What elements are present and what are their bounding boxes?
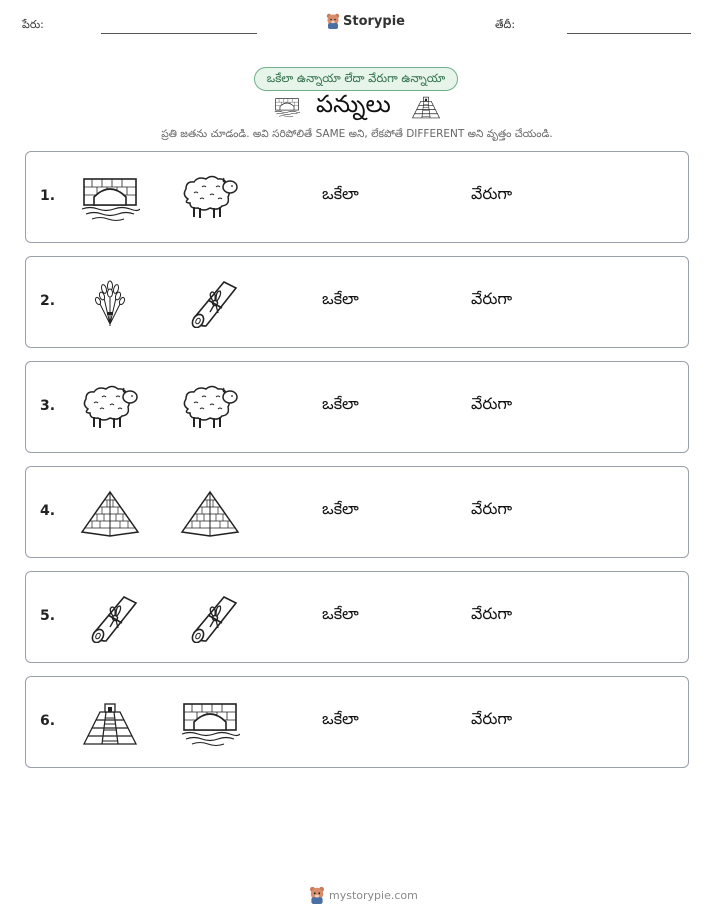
name-line[interactable] <box>101 33 257 34</box>
different-option[interactable]: వేరుగా <box>471 604 513 623</box>
different-option[interactable]: వేరుగా <box>471 499 513 518</box>
same-option[interactable]: ఒకేలా <box>322 709 359 728</box>
bear-icon <box>326 13 340 29</box>
question-number: 4. <box>40 503 56 519</box>
different-option[interactable]: వేరుగా <box>471 289 513 308</box>
different-option[interactable]: వేరుగా <box>471 184 513 203</box>
question-row-4 <box>25 466 689 558</box>
brand-name: Storypie <box>343 13 405 29</box>
question-row-1 <box>25 151 689 243</box>
question-row-3 <box>25 361 689 453</box>
instructions: ప్రతి జతను చూడండి. అవి సరిపోలితే SAME అని, లేకపోతే DIFFERENT అని వృత్తం చేయండి. <box>161 128 553 140</box>
name-label: పేరు: <box>22 18 44 31</box>
step-pyramid-icon <box>409 94 443 120</box>
bridge-icon <box>273 96 301 118</box>
step-pyramid-icon <box>80 695 140 751</box>
scroll-icon <box>180 275 240 331</box>
same-option[interactable]: ఒకేలా <box>322 289 359 308</box>
question-row-2 <box>25 256 689 348</box>
sheep-icon <box>180 170 240 226</box>
wheat-icon <box>80 275 140 331</box>
pyramid-icon <box>180 485 240 541</box>
different-option[interactable]: వేరుగా <box>471 394 513 413</box>
same-option[interactable]: ఒకేలా <box>322 184 359 203</box>
scroll-icon <box>80 590 140 646</box>
worksheet-badge: ఒకేలా ఉన్నాయా లేదా వేరుగా ఉన్నాయా <box>254 67 458 91</box>
bear-icon <box>309 886 325 904</box>
same-option[interactable]: ఒకేలా <box>322 604 359 623</box>
question-number: 5. <box>40 608 56 624</box>
pyramid-icon <box>80 485 140 541</box>
question-number: 2. <box>40 293 56 309</box>
question-row-6 <box>25 676 689 768</box>
footer <box>309 886 418 904</box>
sheep-icon <box>180 380 240 436</box>
different-option[interactable]: వేరుగా <box>471 709 513 728</box>
question-number: 1. <box>40 188 56 204</box>
scroll-icon <box>180 590 240 646</box>
question-row-5 <box>25 571 689 663</box>
bridge-icon <box>80 170 140 226</box>
brand-logo <box>326 13 405 29</box>
same-option[interactable]: ఒకేలా <box>322 394 359 413</box>
footer-url[interactable]: mystorypie.com <box>329 888 418 902</box>
question-number: 3. <box>40 398 56 414</box>
same-option[interactable]: ఒకేలా <box>322 499 359 518</box>
date-label: తేదీ: <box>495 18 516 31</box>
page-title: పన్నులు <box>316 90 391 118</box>
bridge-icon <box>180 695 240 751</box>
date-line[interactable] <box>567 33 691 34</box>
sheep-icon <box>80 380 140 436</box>
question-number: 6. <box>40 713 56 729</box>
